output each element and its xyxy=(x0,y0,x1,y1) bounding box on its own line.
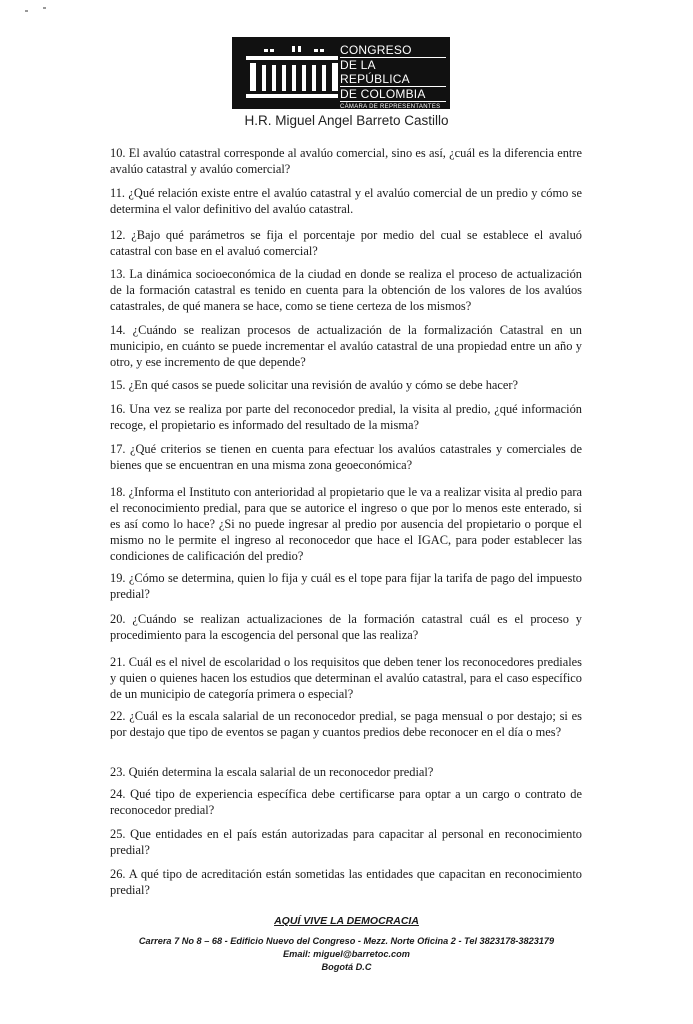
question-12: 12. ¿Bajo qué parámetros se fija el porcentaje por medio del cual se establece el avaluó catastral con base en el avaluó comercial? xyxy=(110,228,582,258)
logo-line: DE LA REPÚBLICA xyxy=(340,58,446,87)
capitol-emblem xyxy=(242,43,342,103)
question-17: 17. ¿Qué criterios se tienen en cuenta para efectuar los avalúos catastrales y comerciales de bienes que se encuentran en una misma zona geoeconómica? xyxy=(110,442,582,472)
question-21: 21. Cuál es el nivel de escolaridad o los requisitos que deben tener los reconocedores prediales y quien o quienes hacen los estudios que determinan el avalúo catastral, para el caso específico de un municipio de categoría primera o especial? xyxy=(110,655,582,701)
question-23: 23. Quién determina la escala salarial de un reconocedor predial? xyxy=(110,765,434,779)
question-15: 15. ¿En qué casos se puede solicitar una revisión de avalúo y cómo se debe hacer? xyxy=(110,378,519,392)
congress-logo xyxy=(232,37,450,109)
question-25: 25. Que entidades en el país están autorizadas para capacitar al personal en reconocimiento predial? xyxy=(110,827,582,857)
question-22: 22. ¿Cuál es la escala salarial de un reconocedor predial, se paga mensual o por destajo; si es por destajo que tipo de eventos se pagan y cuantos predios debe reconocer en el día o mes? xyxy=(110,709,582,739)
question-16: 16. Una vez se realiza por parte del reconocedor predial, la visita al predio, ¿qué información recoge, el propietario es informado del resultado de la misma? xyxy=(110,402,582,432)
logo-line: CONGRESO xyxy=(340,43,446,58)
scan-speck xyxy=(25,10,28,12)
footer-address: Carrera 7 No 8 – 68 - Edificio Nuevo del Congreso - Mezz. Norte Oficina 2 - Tel 3823178-3823179 xyxy=(138,936,555,946)
question-10: 10. El avalúo catastral corresponde al avalúo comercial, sino es así, ¿cuál es la diferencia entre avalúo catastral y avalúo comercial? xyxy=(110,146,582,176)
question-20: 20. ¿Cuándo se realizan actualizaciones de la formación catastral cuál es el proceso y procedimiento para la escogencia del personal que las realiza? xyxy=(110,612,582,642)
question-14: 14. ¿Cuándo se realizan procesos de actualización de la formalización Catastral en un municipio, en cuánto se puede incrementar el avalúo catastral de una propiedad entre un año y otro, y ese incremento de que depende? xyxy=(110,323,582,369)
footer-slogan: AQUÍ VIVE LA DEMOCRACIA xyxy=(274,915,419,927)
question-11: 11. ¿Qué relación existe entre el avalúo catastral y el avalúo comercial de un predio y cómo se determina el valor definitivo del avalúo catastral. xyxy=(110,186,582,216)
footer-city: Bogotá D.C xyxy=(321,962,372,972)
question-18: 18. ¿Informa el Instituto con anterioridad al propietario que le va a realizar visita al predio para el reconocimiento predial, para que se autorice el ingreso o que por lo menos este enterado, si es así como lo hace? ¿Si no puede ingresar al predio por ausencia del propietario o porque el mismo no le permite el ingreso al reconocedor que hace el IGAC, para poder establecer las condiciones de calificación del predio? xyxy=(110,485,582,563)
logo-wordmark xyxy=(340,43,446,112)
question-26: 26. A qué tipo de acreditación están sometidas las entidades que capacitan en reconocimiento predial? xyxy=(110,867,582,897)
representative-name: H.R. Miguel Angel Barreto Castillo xyxy=(244,113,449,128)
question-19: 19. ¿Cómo se determina, quien lo fija y cuál es el tope para fijar la tarifa de pago del impuesto predial? xyxy=(110,571,582,601)
scan-speck xyxy=(43,7,46,9)
question-24: 24. Qué tipo de experiencia específica debe certificarse para optar a un cargo o contrato de reconocedor predial? xyxy=(110,787,582,817)
question-13: 13. La dinámica socioeconómica de la ciudad en donde se realiza el proceso de actualización de la formación catastral es tenido en cuenta para la obtención de los valores de los avalúos catastrales, de qué manera se hace, como se tiene certeza de los mismos? xyxy=(110,267,582,313)
logo-subtitle: CÁMARA DE REPRESENTANTES xyxy=(340,104,441,110)
logo-line: DE COLOMBIA xyxy=(340,87,446,102)
footer-email: Email: miguel@barretoc.com xyxy=(283,949,410,959)
